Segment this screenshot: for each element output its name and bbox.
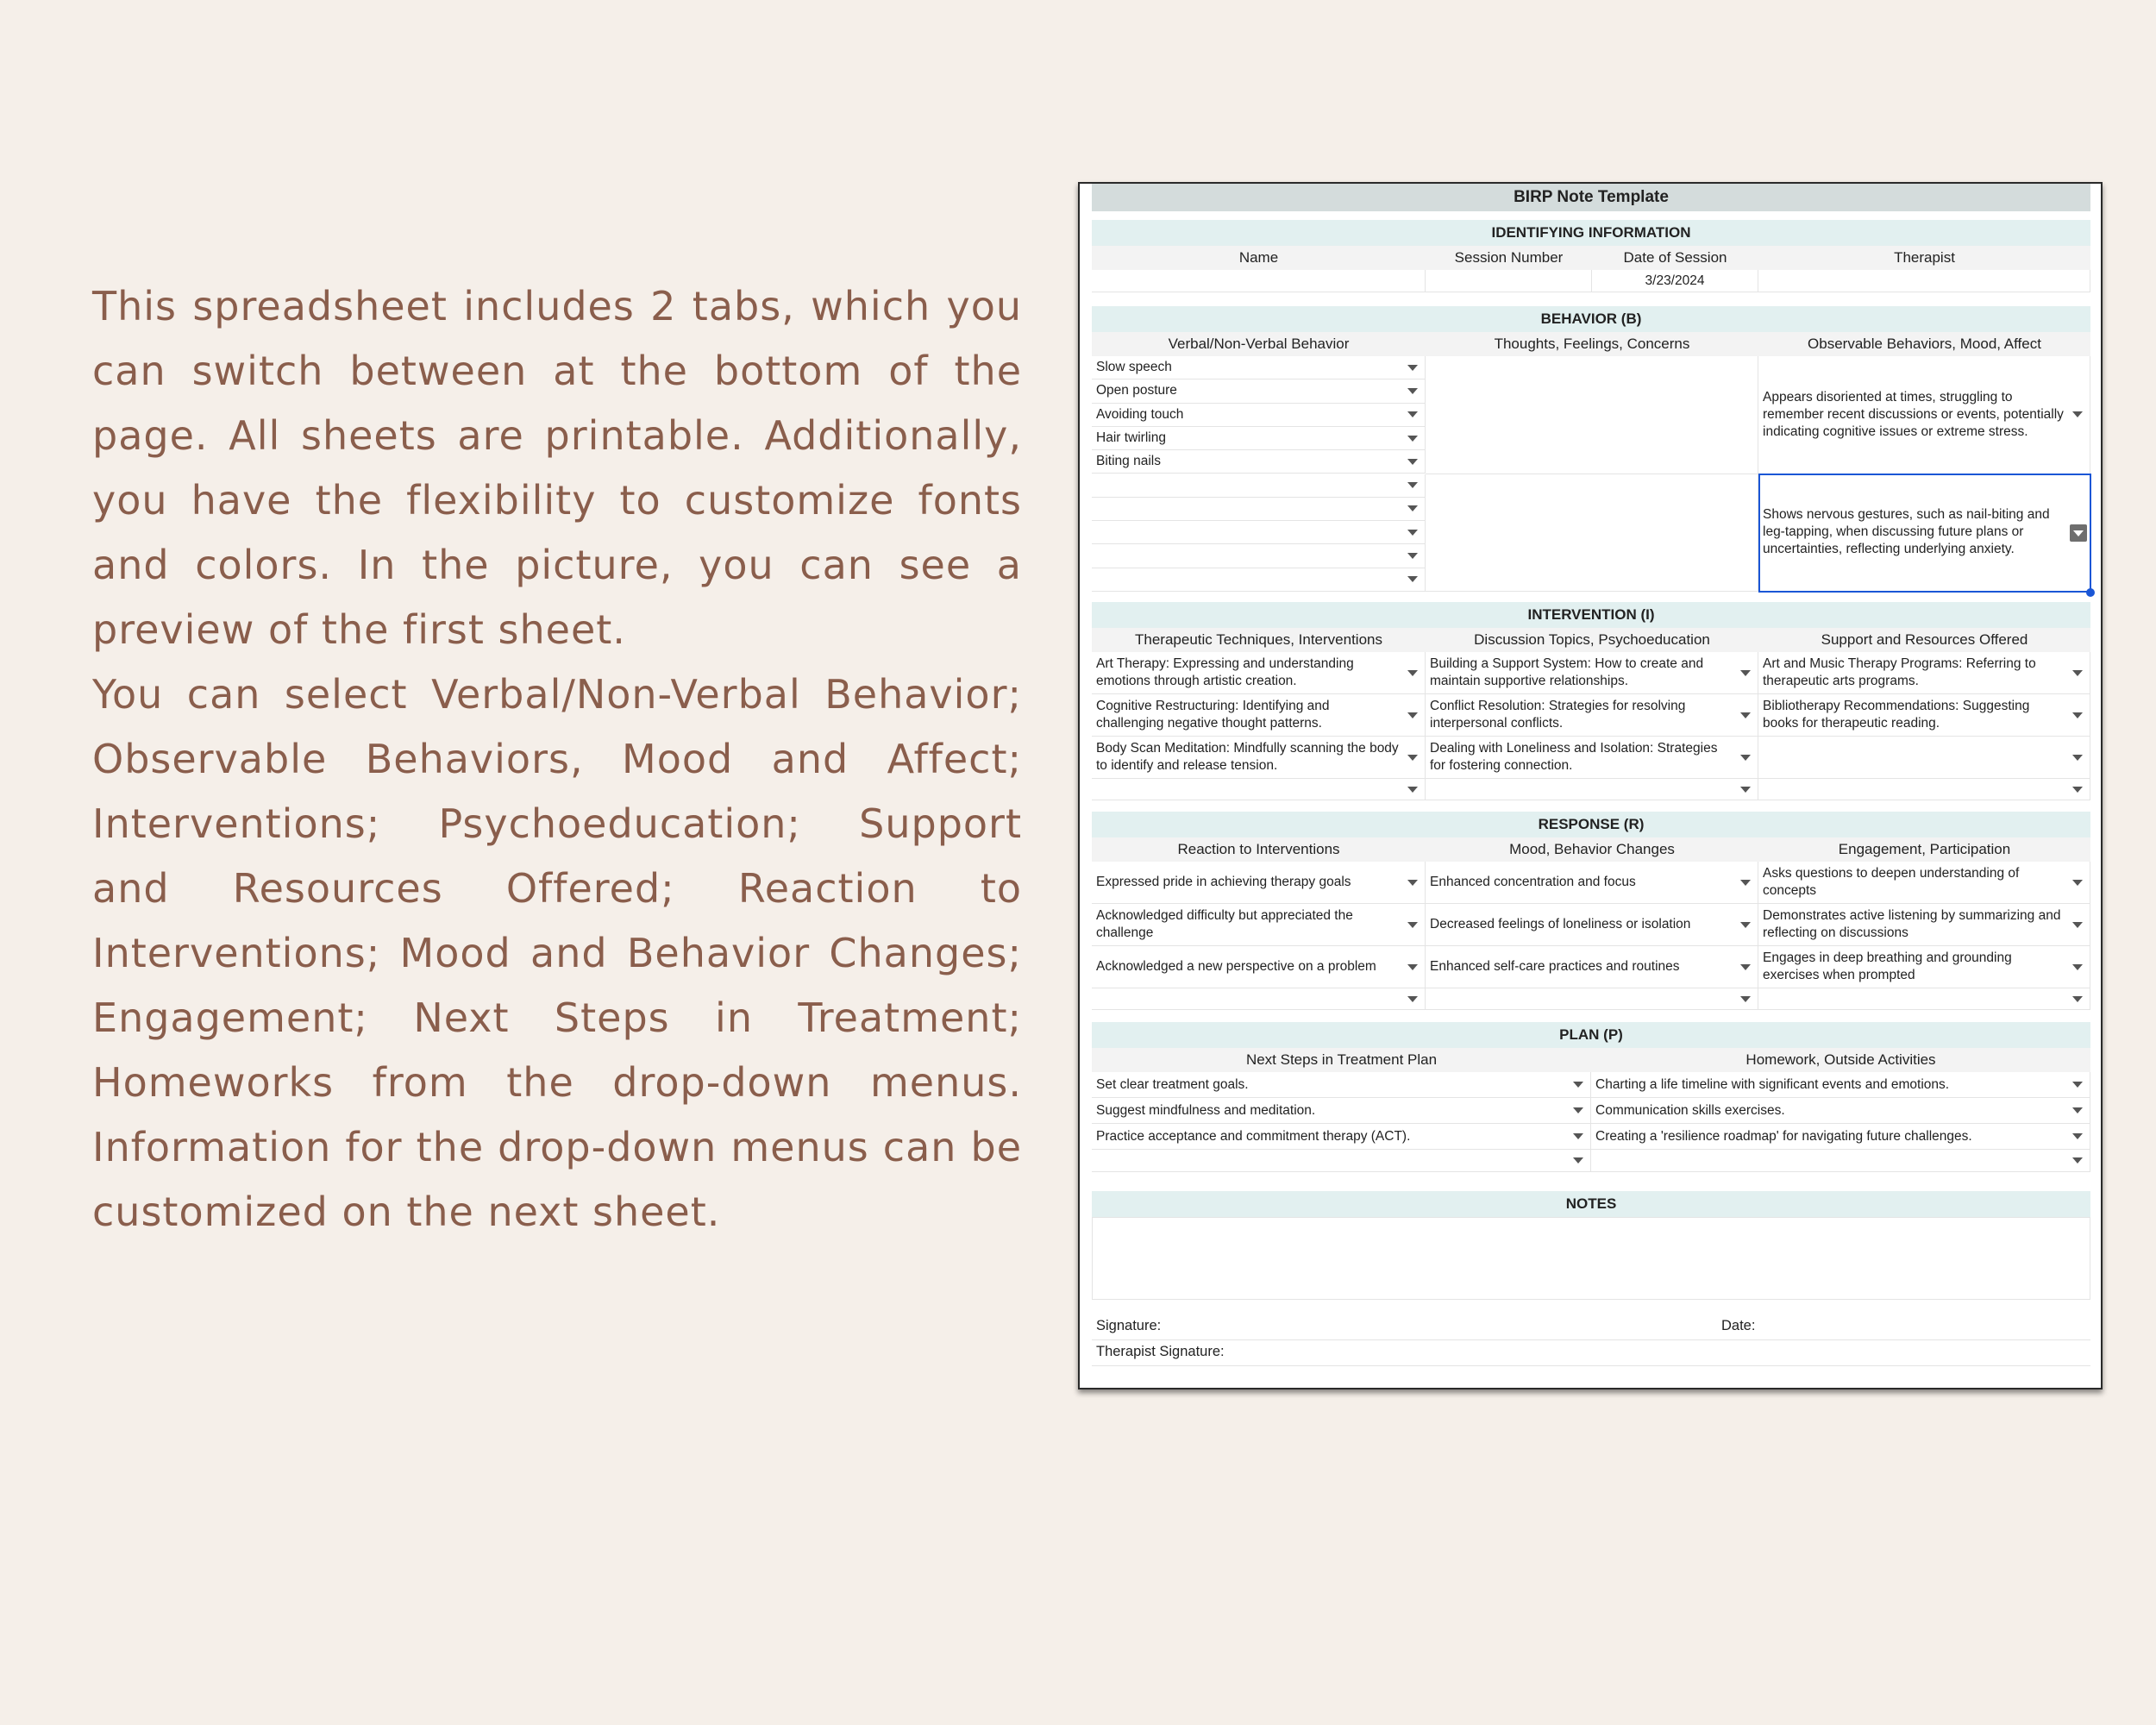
signature-line [1092, 1339, 2090, 1340]
column-header: Mood, Behavior Changes [1509, 841, 1675, 857]
intervention-cell-text: Bibliotherapy Recommendations: Suggesting books for therapeutic reading. [1763, 699, 2030, 731]
intervention-cell-text: Art Therapy: Expressing and understanding emotions through artistic creation. [1096, 656, 1354, 688]
intervention-cell-text: Building a Support System: How to create and maintain supportive relationships. [1430, 656, 1704, 688]
section-response [1092, 812, 2090, 837]
fill-handle[interactable] [2086, 588, 2095, 597]
column-header: Reaction to Interventions [1177, 841, 1340, 857]
intervention-cell[interactable] [1758, 737, 2090, 779]
chevron-down-icon[interactable] [2072, 1157, 2083, 1164]
observable-cell[interactable] [1758, 356, 2090, 474]
plan-cell[interactable] [1092, 1124, 1591, 1150]
response-cell-text: Asks questions to deepen understanding of concepts [1763, 866, 2020, 898]
plan-cell[interactable] [1591, 1072, 2090, 1098]
intervention-cell[interactable] [1426, 694, 1758, 737]
chevron-down-icon[interactable] [1407, 755, 1418, 761]
response-cell[interactable] [1092, 862, 1426, 904]
section-response-label: RESPONSE (R) [1538, 816, 1645, 832]
verbal-behavior-cell[interactable] [1092, 568, 1426, 592]
section-intervention [1092, 602, 2090, 628]
section-intervention-label: INTERVENTION (I) [1527, 606, 1655, 623]
column-header: Observable Behaviors, Mood, Affect [1808, 336, 2041, 352]
plan-cell[interactable] [1092, 1098, 1591, 1124]
verbal-behavior-cell[interactable] [1092, 521, 1426, 544]
plan-cell-text: Set clear treatment goals. [1096, 1076, 1249, 1092]
description-text [92, 274, 1022, 1245]
column-header: Therapist [1894, 249, 1955, 266]
column-header: Next Steps in Treatment Plan [1245, 1051, 1438, 1068]
intervention-cell[interactable] [1758, 652, 2090, 694]
response-cell-text: Enhanced self-care practices and routines [1430, 959, 1680, 974]
intervention-cell[interactable] [1758, 779, 2090, 800]
plan-cell[interactable] [1591, 1150, 2090, 1172]
identifying-value[interactable] [1592, 270, 1758, 292]
section-notes [1092, 1191, 2090, 1217]
chevron-down-icon[interactable] [1407, 922, 1418, 928]
observable-cell-text: Appears disoriented at times, struggling to remember recent discussions or events, potentially indicating cognitive issues or extreme stress. [1763, 389, 2064, 439]
plan-cell-text: Practice acceptance and commitment therapy (ACT). [1096, 1128, 1411, 1144]
verbal-behavior-cell-text: Avoiding touch [1096, 406, 1184, 422]
sheet-title [1092, 184, 2090, 211]
section-behavior [1092, 306, 2090, 332]
identifying-value[interactable] [1092, 270, 1426, 292]
chevron-down-icon[interactable] [1573, 1082, 1583, 1088]
chevron-down-icon[interactable] [1407, 670, 1418, 676]
chevron-down-icon[interactable] [1407, 880, 1418, 886]
intervention-cell-text: Dealing with Loneliness and Isolation: Strategies for fostering connection. [1430, 741, 1718, 773]
verbal-behavior-cell[interactable] [1092, 474, 1426, 498]
chevron-down-icon[interactable] [1407, 482, 1418, 488]
thoughts-cell[interactable] [1426, 356, 1758, 474]
chevron-down-icon[interactable] [1740, 670, 1751, 676]
intervention-cell[interactable] [1426, 652, 1758, 694]
intervention-cell[interactable] [1092, 694, 1426, 737]
chevron-down-icon[interactable] [2072, 1082, 2083, 1088]
chevron-down-icon[interactable] [1740, 880, 1751, 886]
response-cell-text: Decreased feelings of loneliness or isolation [1430, 917, 1691, 932]
chevron-down-icon[interactable] [2072, 964, 2083, 970]
verbal-behavior-cell[interactable] [1092, 498, 1426, 521]
section-identifying [1092, 220, 2090, 246]
verbal-behavior-cell[interactable] [1092, 427, 1426, 450]
column-header: Engagement, Participation [1838, 841, 2011, 857]
observable-cell-text: Shows nervous gestures, such as nail-biting and leg-tapping, when discussing future plans or uncertainties, reflecting underlying anxiety. [1763, 507, 2050, 557]
verbal-behavior-cell[interactable] [1092, 380, 1426, 403]
plan-cell[interactable] [1591, 1098, 2090, 1124]
intervention-cell[interactable] [1092, 652, 1426, 694]
intervention-headers [1092, 628, 2090, 652]
chevron-down-icon[interactable] [2072, 670, 2083, 676]
chevron-down-icon[interactable] [1740, 712, 1751, 718]
behavior-headers [1092, 332, 2090, 356]
chevron-down-icon[interactable] [2072, 787, 2083, 793]
section-plan [1092, 1022, 2090, 1048]
intervention-cell[interactable] [1426, 779, 1758, 800]
response-cell-text: Acknowledged a new perspective on a problem [1096, 959, 1376, 974]
intervention-cell-text: Cognitive Restructuring: Identifying and challenging negative thought patterns. [1096, 699, 1330, 731]
description-paragraph-1: This spreadsheet includes 2 tabs, which you can switch between at the bottom of the page. All sheets are printable. Additionally, you have the flexibility to customize fonts and colors. In the picture, you can see a preview of the first sheet. [92, 283, 1022, 653]
chevron-down-icon[interactable] [1407, 964, 1418, 970]
verbal-behavior-cell-text: Biting nails [1096, 454, 1161, 469]
therapist-signature-label: Therapist Signature: [1096, 1344, 1225, 1359]
section-identifying-label: IDENTIFYING INFORMATION [1491, 224, 1691, 241]
response-cell[interactable] [1758, 946, 2090, 988]
column-header: Discussion Topics, Psychoeducation [1474, 631, 1710, 648]
response-cell-text: Engages in deep breathing and grounding exercises when prompted [1763, 950, 2012, 982]
intervention-cell-text: Art and Music Therapy Programs: Referring to therapeutic arts programs. [1763, 656, 2036, 688]
verbal-behavior-cell-text: Slow speech [1096, 360, 1172, 375]
intervention-cell-text: Conflict Resolution: Strategies for resolving interpersonal conflicts. [1430, 699, 1686, 731]
response-cell-text: Enhanced concentration and focus [1430, 875, 1636, 889]
chevron-down-icon[interactable] [2072, 1133, 2083, 1139]
verbal-behavior-cell[interactable] [1092, 404, 1426, 427]
column-header: Support and Resources Offered [1821, 631, 2028, 648]
spreadsheet-preview [1078, 182, 2103, 1389]
plan-cell-text: Charting a life timeline with significant events and emotions. [1595, 1076, 1950, 1092]
response-cell[interactable] [1092, 904, 1426, 946]
response-cell[interactable] [1758, 862, 2090, 904]
response-cell[interactable] [1758, 904, 2090, 946]
therapist-signature-line [1092, 1365, 2090, 1366]
chevron-down-icon[interactable] [1573, 1107, 1583, 1113]
description-paragraph-2: You can select Verbal/Non-Verbal Behavior; Observable Behaviors, Mood and Affect; Interventions; Psychoeducation; Support and Resources Offered; Reaction to Interventions; Mood and Behavior Changes; Engagement; Next Steps in Treatment; Homeworks from the drop-down menus. Information for the drop-down menus can be customized on the next sheet. [92, 671, 1022, 1235]
plan-cell[interactable] [1591, 1124, 2090, 1150]
chevron-down-icon[interactable] [2072, 1107, 2083, 1113]
thoughts-cell[interactable] [1426, 474, 1758, 593]
column-header: Homework, Outside Activities [1745, 1051, 1936, 1068]
chevron-down-icon[interactable] [1407, 365, 1418, 371]
intervention-cell[interactable] [1092, 737, 1426, 779]
plan-headers [1092, 1048, 2090, 1072]
plan-cell[interactable] [1092, 1150, 1591, 1172]
identifying-value[interactable] [1426, 270, 1592, 292]
response-cell[interactable] [1426, 862, 1758, 904]
chevron-down-icon[interactable] [1740, 787, 1751, 793]
response-cell[interactable] [1758, 988, 2090, 1010]
signature-label: Signature: [1096, 1318, 1162, 1333]
response-cell-text: Acknowledged difficulty but appreciated the challenge [1096, 908, 1353, 940]
chevron-down-icon[interactable] [1740, 922, 1751, 928]
response-cell-text: Expressed pride in achieving therapy goals [1096, 875, 1351, 889]
section-behavior-label: BEHAVIOR (B) [1540, 310, 1642, 327]
sheet-title-label: BIRP Note Template [1514, 188, 1669, 206]
section-plan-label: PLAN (P) [1559, 1026, 1623, 1043]
chevron-down-icon[interactable] [1407, 530, 1418, 536]
plan-cell-text: Suggest mindfulness and meditation. [1096, 1102, 1316, 1118]
section-notes-label: NOTES [1565, 1195, 1617, 1212]
response-headers [1092, 837, 2090, 862]
selected-cell-outline [1758, 474, 2091, 593]
chevron-down-icon[interactable] [1407, 712, 1418, 718]
chevron-down-icon[interactable] [2072, 411, 2083, 417]
response-cell[interactable] [1426, 988, 1758, 1010]
chevron-down-icon[interactable] [1407, 388, 1418, 394]
intervention-cell[interactable] [1426, 737, 1758, 779]
response-cell[interactable] [1092, 988, 1426, 1010]
verbal-behavior-cell[interactable] [1092, 544, 1426, 568]
identifying-value-text: 3/23/2024 [1645, 273, 1705, 288]
identifying-headers [1092, 246, 2090, 270]
response-cell[interactable] [1426, 904, 1758, 946]
chevron-down-icon[interactable] [1740, 996, 1751, 1002]
chevron-down-icon[interactable] [2072, 712, 2083, 718]
chevron-down-icon[interactable] [1740, 964, 1751, 970]
chevron-down-icon[interactable] [1573, 1157, 1583, 1164]
verbal-behavior-cell-text: Open posture [1096, 383, 1177, 398]
chevron-down-icon[interactable] [1407, 576, 1418, 582]
column-header: Thoughts, Feelings, Concerns [1494, 336, 1690, 352]
plan-cell-text: Communication skills exercises. [1595, 1102, 1785, 1118]
column-header: Session Number [1454, 249, 1564, 266]
verbal-behavior-cell-text: Hair twirling [1096, 430, 1166, 446]
intervention-cell[interactable] [1758, 694, 2090, 737]
notes-field[interactable] [1092, 1217, 2090, 1300]
chevron-down-icon[interactable] [1407, 787, 1418, 793]
response-cell-text: Demonstrates active listening by summarizing and reflecting on discussions [1763, 908, 2061, 940]
column-header: Verbal/Non-Verbal Behavior [1168, 336, 1350, 352]
column-header: Date of Session [1623, 249, 1727, 266]
column-header: Therapeutic Techniques, Interventions [1135, 631, 1382, 648]
date-label: Date: [1721, 1318, 1756, 1333]
chevron-down-icon[interactable] [2072, 996, 2083, 1002]
chevron-down-icon[interactable] [1407, 996, 1418, 1002]
chevron-down-icon[interactable] [1407, 553, 1418, 559]
chevron-down-icon[interactable] [1573, 1133, 1583, 1139]
intervention-cell[interactable] [1092, 779, 1426, 800]
verbal-behavior-cell[interactable] [1092, 450, 1426, 474]
response-cell[interactable] [1092, 946, 1426, 988]
chevron-down-icon[interactable] [2072, 755, 2083, 761]
chevron-down-icon[interactable] [1407, 459, 1418, 465]
chevron-down-icon[interactable] [1407, 411, 1418, 417]
plan-cell[interactable] [1092, 1072, 1591, 1098]
column-header: Name [1238, 249, 1279, 266]
intervention-cell-text: Body Scan Meditation: Mindfully scanning the body to identify and release tension. [1096, 741, 1399, 773]
verbal-behavior-cell[interactable] [1092, 356, 1426, 380]
chevron-down-icon[interactable] [2072, 922, 2083, 928]
chevron-down-icon[interactable] [2072, 880, 2083, 886]
plan-cell-text: Creating a 'resilience roadmap' for navigating future challenges. [1595, 1128, 1972, 1144]
identifying-value[interactable] [1758, 270, 2090, 292]
chevron-down-icon[interactable] [1740, 755, 1751, 761]
response-cell[interactable] [1426, 946, 1758, 988]
chevron-down-icon[interactable] [1407, 505, 1418, 511]
chevron-down-icon[interactable] [1407, 436, 1418, 442]
